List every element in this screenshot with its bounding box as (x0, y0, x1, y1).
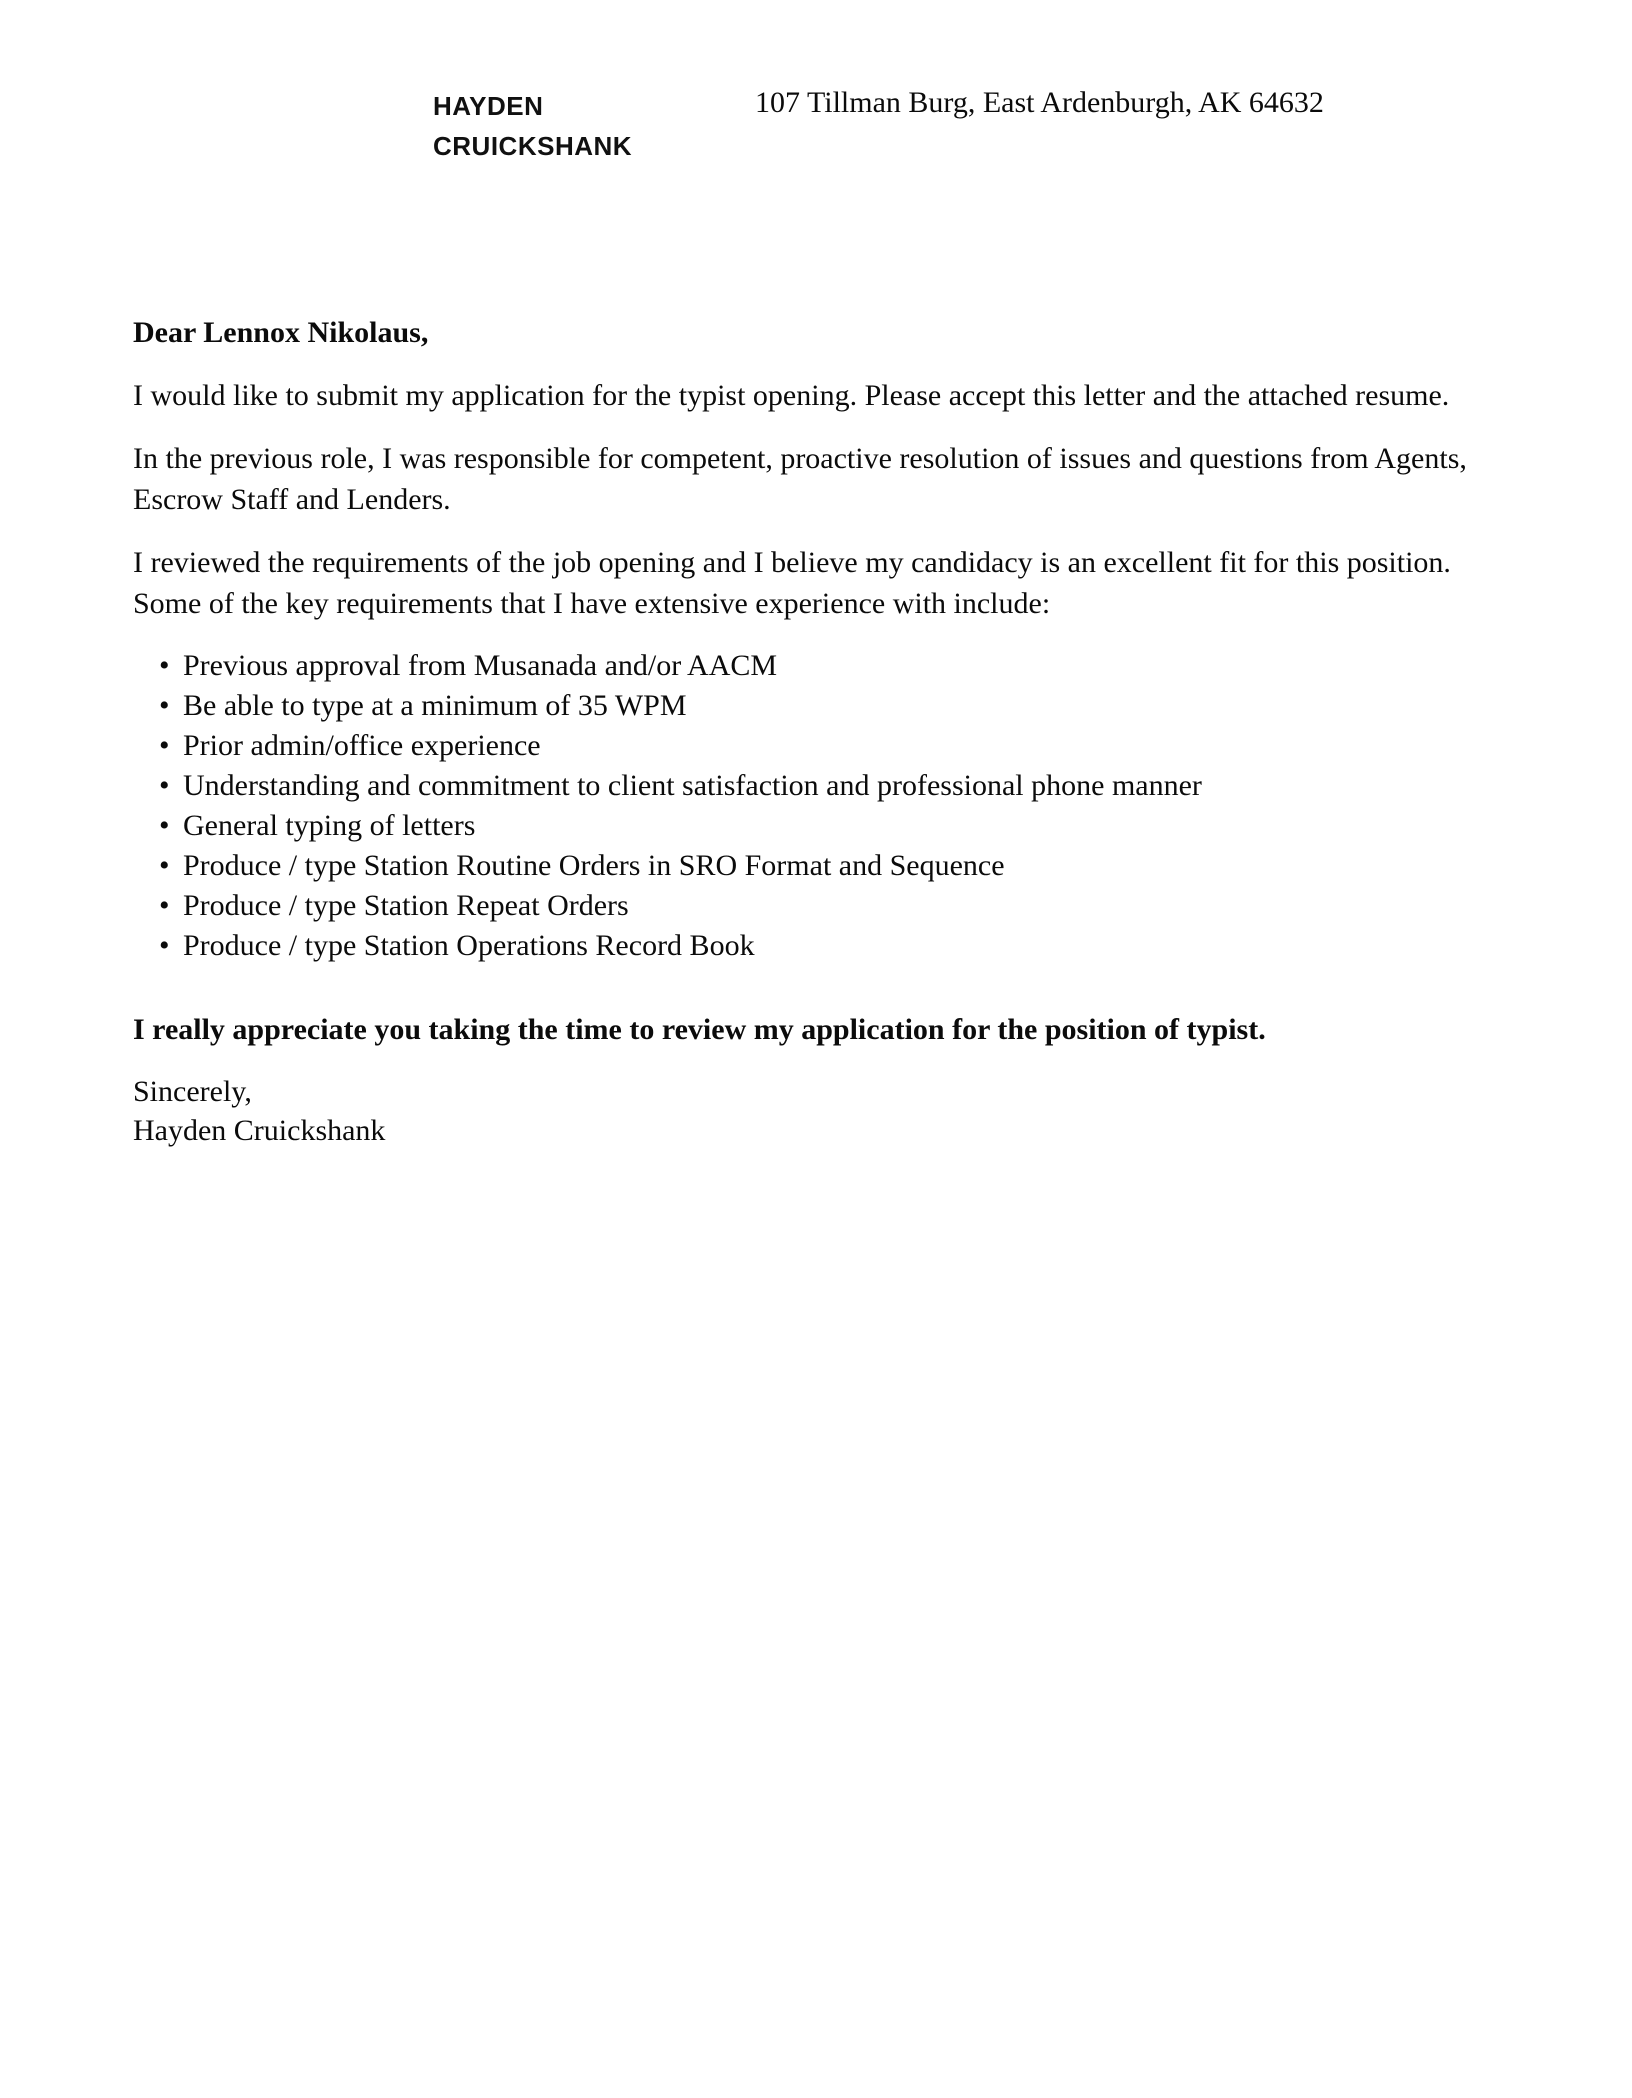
list-item: • Produce / type Station Repeat Orders (133, 886, 1505, 926)
sender-name (433, 86, 632, 166)
list-item: • Produce / type Station Routine Orders in SRO Format and Sequence (133, 846, 1505, 886)
list-item: • Previous approval from Musanada and/or AACM (133, 646, 1505, 686)
sender-address: 107 Tillman Burg, East Ardenburgh, AK 64632 (755, 86, 1324, 119)
paragraph-previous-role: In the previous role, I was responsible for competent, proactive resolution of issues and questions from Agents, Escrow Staff and Lenders. (133, 442, 1467, 516)
letter-body (133, 312, 1505, 1150)
list-item: • Produce / type Station Operations Record Book (133, 926, 1505, 966)
signoff: Sincerely, (133, 1075, 252, 1108)
sender-name-line-2: CRUICKSHANK (433, 131, 633, 161)
list-item: • Be able to type at a minimum of 35 WPM (133, 686, 1505, 726)
signature-name: Hayden Cruickshank (133, 1114, 386, 1147)
sender-name-line-1: HAYDEN (433, 91, 544, 121)
paragraph-intro: I would like to submit my application for the typist opening. Please accept this letter and the attached resume. (133, 379, 1450, 412)
signoff-block (133, 1072, 1505, 1150)
list-item: • General typing of letters (133, 806, 1505, 846)
closing-emphasis: I really appreciate you taking the time to review my application for the position of typist. (133, 1013, 1266, 1046)
list-item: • Prior admin/office experience (133, 726, 1505, 766)
paragraph-requirements: I reviewed the requirements of the job opening and I believe my candidacy is an excellent fit for this position. Some of the key requirements that I have extensive experience with include: (133, 546, 1451, 620)
requirements-list (133, 646, 1505, 966)
greeting: Dear Lennox Nikolaus, (133, 316, 429, 349)
list-item: • Understanding and commitment to client satisfaction and professional phone manner (133, 766, 1505, 806)
